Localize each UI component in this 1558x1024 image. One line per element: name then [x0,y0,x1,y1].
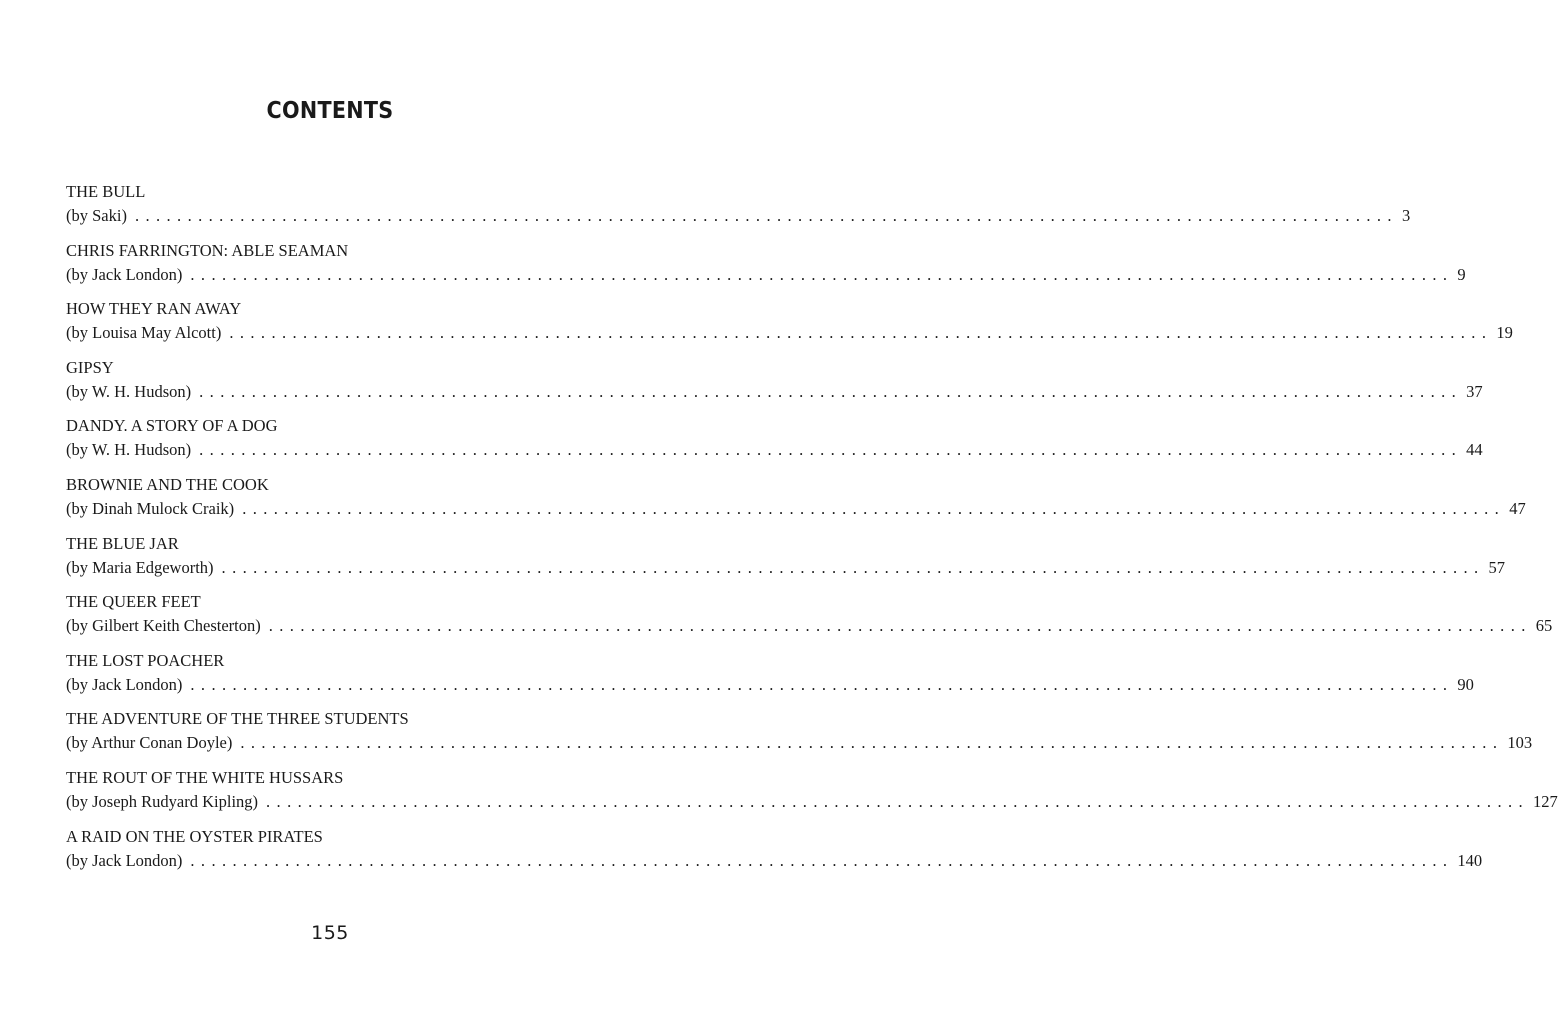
page-reference: 103 [1507,733,1533,753]
author-name: (by Dinah Mulock Craik) [66,498,235,518]
dot-leader: ........................................................................................................................ [134,206,1398,225]
toc-entry [66,707,1533,766]
author-line [66,321,1513,345]
dot-leader: ........................................................................................................................ [242,498,1506,518]
toc-entry [66,414,1483,473]
story-title: THE BULL [66,182,146,201]
author-line [66,497,1526,521]
dot-leader: ........................................................................................................................ [221,557,1485,577]
author-line [66,790,1558,814]
story-title: DANDY. A STORY OF A DOG [66,416,278,436]
toc-entry [66,239,1466,298]
dot-leader: ........................................................................................................................ [190,264,1454,284]
page-reference: 57 [1488,557,1506,577]
author-name: (by W. H. Hudson) [66,440,192,460]
toc-entry [66,473,1526,532]
author-name: (by Maria Edgeworth) [66,557,214,577]
story-title: THE QUEER FEET [66,592,201,612]
author-name: (by Jack London) [66,674,183,694]
author-name: (by Gilbert Keith Chesterton) [66,616,261,636]
author-name: (by Jack London) [66,850,183,870]
story-title: THE BLUE JAR [66,533,179,553]
story-title: BROWNIE AND THE COOK [66,474,269,494]
author-line [66,614,1553,638]
author-line [66,380,1483,404]
toc-entry [66,590,1553,649]
author-name: (by Jack London) [66,264,183,284]
page-reference: 90 [1457,674,1474,694]
table-of-contents [66,180,1558,883]
dot-leader: ........................................................................................................................ [190,674,1454,694]
dot-leader: ........................................................................................................................ [268,616,1532,636]
page-reference: 44 [1466,440,1483,460]
story-title: THE ROUT OF THE WHITE HUSSARS [66,767,344,787]
toc-entry [66,825,1483,884]
author-line [66,556,1506,580]
dot-leader: ........................................................................................................................ [229,323,1493,343]
story-title: THE ADVENTURE OF THE THREE STUDENTS [66,709,409,729]
toc-entry [66,356,1483,415]
page-title: CONTENTS [266,98,394,124]
story-title: CHRIS FARRINGTON: ABLE SEAMAN [66,240,349,260]
dot-leader: ........................................................................................................................ [190,850,1454,870]
author-line [66,673,1474,697]
author-line [66,204,1411,228]
author-line [66,263,1466,287]
story-title: GIPSY [66,357,114,377]
author-name: (by Joseph Rudyard Kipling) [66,791,259,811]
story-title: THE LOST POACHER [66,650,225,670]
author-line [66,731,1533,755]
dot-leader: ........................................................................................................................ [240,733,1504,753]
page-reference: 9 [1457,264,1466,284]
toc-entry [66,297,1513,356]
page-reference: 127 [1533,791,1558,811]
page-reference: 37 [1466,381,1483,401]
page-reference: 3 [1401,206,1411,225]
toc-entry [66,532,1506,591]
dot-leader: ........................................................................................................................ [199,440,1463,460]
page-reference: 65 [1535,616,1553,636]
toc-entry [66,766,1558,825]
toc-entry [66,649,1474,708]
page-reference: 19 [1496,323,1513,343]
dot-leader: ........................................................................................................................ [266,791,1530,811]
author-name: (by Saki) [66,206,127,225]
story-title: A RAID ON THE OYSTER PIRATES [66,826,323,846]
dot-leader: ........................................................................................................................ [199,381,1463,401]
page-reference: 140 [1457,850,1483,870]
author-name: (by Arthur Conan Doyle) [66,733,233,753]
author-line [66,849,1483,873]
author-name: (by Louisa May Alcott) [66,323,222,343]
author-name: (by W. H. Hudson) [66,381,192,401]
page-number: 155 [311,922,349,944]
story-title: HOW THEY RAN AWAY [66,299,242,319]
toc-entry [66,180,1411,239]
author-line [66,438,1483,462]
page-reference: 47 [1509,498,1526,518]
